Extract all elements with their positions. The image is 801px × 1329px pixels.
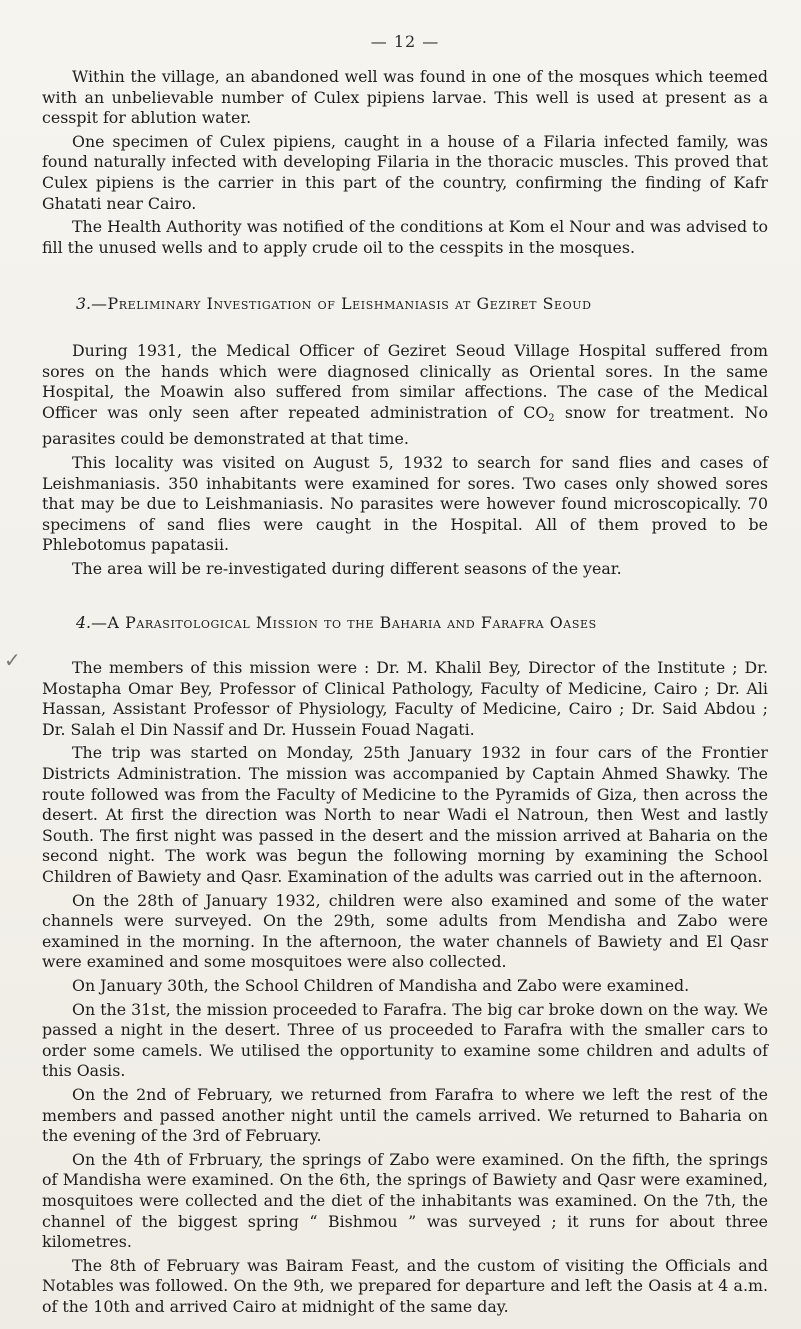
paragraph-health-authority: The Health Authority was notified of the conditions at Kom el Nour and was advised to fill the unused wells and to apply crude oil to the cesspits in the mosques.	[42, 217, 769, 257]
margin-check-mark: ✓	[4, 648, 21, 672]
section-4-heading	[42, 613, 768, 634]
paragraph-8th-february: The 8th of February was Bairam Feast, and the custom of visiting the Officials and Notables was followed. On the 9th, we prepared for departure and left the Oasis at 4 a.m. of the 10th and arrived Cairo at midnight of the same day.	[42, 1255, 768, 1316]
section-3-heading	[42, 294, 768, 315]
paragraph-leishmaniasis-1932: This locality was visited on August 5, 1932 to search for sand flies and cases of Leishmaniasis. 350 inhabitants were examined for sores. Two cases only showed sores that may be due to Leishmaniasis. No parasites were however found microscopically. 70 specimens of sand flies were caught in the Hospital. All of them proved to be Phlebotomus papatasii.	[42, 452, 768, 555]
paragraph-28th-january: On the 28th of January 1932, children were also examined and some of the water channels were surveyed. On the 29th, some adults from Mendisha and Zabo were examined in the morning. In the afternoon, the water channels of Bawiety and El Qasr were examined and some mosquitoes were also collected.	[42, 890, 768, 972]
paragraph-31st-january: On the 31st, the mission proceeded to Farafra. The big car broke down on the way. We passed a night in the desert. Three of us proceeded to Farafra with the smaller cars to order some camels. We utilised the opportunity to examine some children and adults of this Oasis.	[42, 999, 768, 1081]
section-3-title: —Preliminary Investigation of Leishmaniasis at Geziret Seoud	[91, 294, 592, 314]
paragraph-trip-start: The trip was started on Monday, 25th January 1932 in four cars of the Frontier Districts Administration. The mission was accompanied by Captain Ahmed Shawky. The route followed was from the Faculty of Medicine to the Pyramids of Giza, then across the desert. At first the direction was North to near Wadi el Natroun, then West and lastly South. The first night was passed in the desert and the mission arrived at Baharia on the second night. The work was begun the following morning by examining the School Children of Bawiety and Qasr. Examination of the adults was carried out in the afternoon.	[42, 743, 768, 886]
paragraph-2nd-february: On the 2nd of February, we returned from Farafra to where we left the rest of the members and passed another night until the camels arrived. We returned to Baharia on the evening of the 3rd of February.	[42, 1084, 768, 1146]
subscript-two: 2	[548, 412, 555, 424]
paragraph-abandoned-well: Within the village, an abandoned well was found in one of the mosques which teemed with an unbelievable number of Culex pipiens larvae. This well is used at present as a cesspit for ablution water.	[42, 67, 768, 128]
paragraph-4th-february: On the 4th of Frbruary, the springs of Zabo were examined. On the fifth, the springs of Mandisha were examined. On the 6th, the springs of Bawiety and Qasr were examined, mosquitoes were collected and the diet of the inhabitants was examined. On the 7th, the channel of the biggest spring “ Bishmou ” was surveyed ; it runs for about three kilometres.	[42, 1149, 768, 1252]
paragraph-reinvestigation: The area will be re-investigated during different seasons of the year.	[72, 558, 622, 578]
paragraph-culex-specimen: One specimen of Culex pipiens, caught in a house of a Filaria infected family, was found naturally infected with developing Filaria in the thoracic muscles. This proved that Culex pipiens is the carrier in this part of the country, confirming the finding of Kafr Ghatati near Cairo.	[42, 131, 768, 213]
paragraph-leishmaniasis-1931: During 1931, the Medical Officer of Geziret Seoud Village Hospital suffered from sores on the hands which were diagnosed clinically as Oriental sores. In the same Hospital, the Moawin also suffered from similar affections. The case of the Medical Officer was only seen after repeated administration of $CO_2$ snow for treatment. No parasites could be demonstrated at that time.	[42, 340, 768, 449]
page-number: — 12 —	[370, 32, 440, 51]
section-4-title: —A Parasitological Mission to the Baharia and Farafra Oases	[91, 613, 597, 633]
paragraph-mission-members: The members of this mission were : Dr. M. Khalil Bey, Director of the Institute ; Dr. Mostapha Omar Bey, Professor of Clinical Pathology, Faculty of Medicine, Cairo ; Dr. Ali Hassan, Assistant Professor of Physiology, Faculty of Medicine, Cairo ; Dr. Said Abdou ; Dr. Salah el Din Nassif and Dr. Hussein Fouad Nagati.	[42, 658, 768, 739]
paragraph-30th-january: On January 30th, the School Children of Mandisha and Zabo were examined.	[72, 975, 690, 995]
section-3-number: 3.	[76, 294, 92, 314]
section-4-number: 4.	[76, 613, 92, 633]
